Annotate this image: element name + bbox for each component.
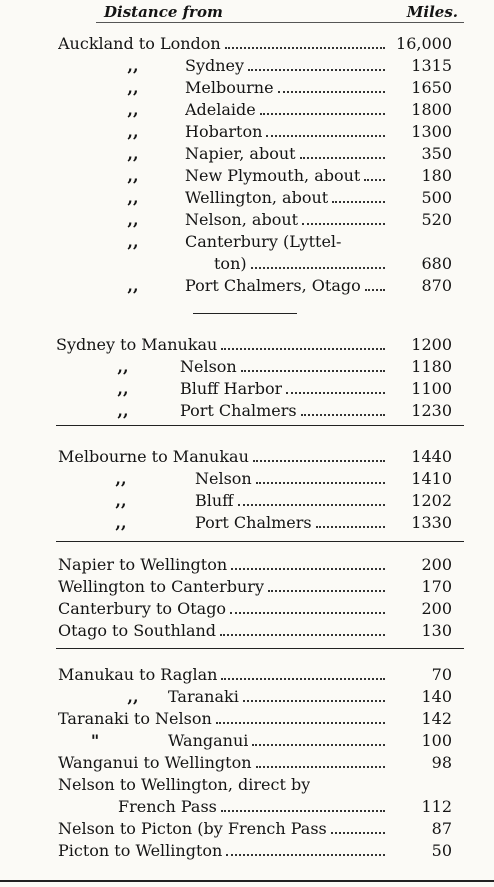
miles-value: 1230 xyxy=(411,401,452,420)
table-row xyxy=(0,490,494,512)
table-row xyxy=(0,400,494,422)
leader-dots xyxy=(252,744,385,746)
destination-label: Nelson to Wellington, direct by xyxy=(58,775,311,794)
miles-value: 200 xyxy=(421,599,452,618)
leader-dots xyxy=(238,504,385,506)
ditto-mark: ,, xyxy=(115,469,127,488)
destination-label: Port Chalmers, Otago xyxy=(185,276,361,295)
table-row xyxy=(0,275,494,297)
table-row xyxy=(0,55,494,77)
table-row xyxy=(0,165,494,187)
leader-dots xyxy=(268,590,385,592)
miles-value: 1200 xyxy=(411,335,452,354)
leader-dots xyxy=(256,482,385,484)
leader-dots xyxy=(300,157,385,159)
table-row xyxy=(0,446,494,468)
leader-dots xyxy=(221,810,385,812)
miles-value: 1180 xyxy=(411,357,452,376)
leader-dots xyxy=(301,414,385,416)
ditto-mark: ,, xyxy=(127,276,139,295)
leader-dots xyxy=(260,113,385,115)
destination-label: Nelson xyxy=(180,357,237,376)
table-row xyxy=(0,99,494,121)
table-row xyxy=(0,512,494,534)
miles-value: 98 xyxy=(431,753,452,772)
table-row xyxy=(0,796,494,818)
ditto-mark: ,, xyxy=(117,401,129,420)
destination-label: Bluff xyxy=(195,491,234,510)
table-row xyxy=(0,620,494,642)
miles-value: 180 xyxy=(421,166,452,185)
table-row xyxy=(0,209,494,231)
leader-dots xyxy=(365,289,385,291)
miles-value: 520 xyxy=(421,210,452,229)
miles-value: 1100 xyxy=(411,379,452,398)
ditto-mark: ,, xyxy=(117,379,129,398)
leader-dots xyxy=(256,766,385,768)
ditto-mark: ,, xyxy=(115,513,127,532)
header-distance-from: Distance from xyxy=(104,3,223,21)
miles-value: 1440 xyxy=(411,447,452,466)
leader-dots xyxy=(231,568,385,570)
destination-label: Wanganui xyxy=(168,731,249,750)
table-row xyxy=(0,664,494,686)
table-row xyxy=(0,33,494,55)
miles-value: 112 xyxy=(421,797,452,816)
table-row xyxy=(0,334,494,356)
miles-value: 130 xyxy=(421,621,452,640)
destination-label: Port Chalmers xyxy=(180,401,297,420)
table-row xyxy=(0,686,494,708)
header-miles: Miles. xyxy=(406,3,458,21)
miles-value: 170 xyxy=(421,577,452,596)
leader-dots xyxy=(331,832,385,834)
destination-label: Melbourne to Manukau xyxy=(58,447,249,466)
ditto-mark: ,, xyxy=(127,166,139,185)
miles-value: 1330 xyxy=(411,513,452,532)
leader-dots xyxy=(302,223,385,225)
ditto-mark: ,, xyxy=(127,687,139,706)
table-row xyxy=(0,598,494,620)
miles-value: 1315 xyxy=(411,56,452,75)
destination-label: Napier, about xyxy=(185,144,296,163)
leader-dots xyxy=(248,69,385,71)
destination-label: Manukau to Raglan xyxy=(58,665,218,684)
destination-label: Nelson to Picton (by French Pass xyxy=(58,819,327,838)
section-divider xyxy=(193,313,297,314)
destination-label: Taranaki xyxy=(168,687,239,706)
table-row xyxy=(0,77,494,99)
destination-label: Sydney to Manukau xyxy=(56,335,218,354)
leader-dots xyxy=(253,460,385,462)
destination-label: Nelson xyxy=(195,469,252,488)
ditto-mark: ,, xyxy=(117,357,129,376)
table-row xyxy=(0,253,494,275)
leader-dots xyxy=(251,267,385,269)
leader-dots xyxy=(221,348,385,350)
miles-value: 100 xyxy=(421,731,452,750)
destination-label: New Plymouth, about xyxy=(185,166,361,185)
table-row xyxy=(0,576,494,598)
destination-label: Wellington to Canterbury xyxy=(58,577,264,596)
leader-dots xyxy=(316,526,385,528)
table-row xyxy=(0,468,494,490)
destination-label: Auckland to London xyxy=(58,34,221,53)
destination-label: Canterbury to Otago xyxy=(58,599,227,618)
miles-value: 350 xyxy=(421,144,452,163)
destination-label: Nelson, about xyxy=(185,210,299,229)
ditto-mark: ,, xyxy=(127,100,139,119)
table-row xyxy=(0,356,494,378)
destination-label: Sydney xyxy=(185,56,245,75)
miles-value: 1202 xyxy=(411,491,452,510)
destination-label: Picton to Wellington xyxy=(58,841,223,860)
destination-label: Melbourne xyxy=(185,78,274,97)
ditto-mark: ,, xyxy=(127,232,139,251)
table-row xyxy=(0,752,494,774)
table-row xyxy=(0,730,494,752)
leader-dots xyxy=(221,678,385,680)
miles-value: 87 xyxy=(431,819,452,838)
section-divider xyxy=(56,648,464,649)
bottom-rule xyxy=(0,880,494,882)
header-rule xyxy=(96,22,464,23)
miles-value: 1800 xyxy=(411,100,452,119)
table-row xyxy=(0,554,494,576)
miles-value: 70 xyxy=(431,665,452,684)
table-row xyxy=(0,818,494,840)
table-row xyxy=(0,143,494,165)
destination-label: Bluff Harbor xyxy=(180,379,283,398)
leader-dots xyxy=(230,612,385,614)
miles-value: 500 xyxy=(421,188,452,207)
leader-dots xyxy=(364,179,385,181)
miles-value: 140 xyxy=(421,687,452,706)
table-row xyxy=(0,708,494,730)
destination-label: French Pass xyxy=(118,797,217,816)
ditto-mark: ,, xyxy=(127,56,139,75)
destination-label: Otago to Southland xyxy=(58,621,217,640)
table-row xyxy=(0,774,494,796)
destination-label: Hobarton xyxy=(185,122,263,141)
miles-value: 870 xyxy=(421,276,452,295)
miles-value: 142 xyxy=(421,709,452,728)
section-divider xyxy=(56,541,464,542)
destination-label: Wellington, about xyxy=(185,188,329,207)
table-row xyxy=(0,231,494,253)
leader-dots xyxy=(216,722,385,724)
leader-dots xyxy=(220,634,385,636)
leader-dots xyxy=(286,392,385,394)
destination-label: Napier to Wellington xyxy=(58,555,228,574)
miles-value: 1410 xyxy=(411,469,452,488)
ditto-mark: ,, xyxy=(127,210,139,229)
destination-label: Canterbury (Lyttel- xyxy=(185,232,342,251)
table-row xyxy=(0,121,494,143)
miles-value: 16,000 xyxy=(396,34,452,53)
leader-dots xyxy=(241,370,385,372)
section-divider xyxy=(56,425,464,426)
leader-dots xyxy=(278,91,385,93)
ditto-mark: " xyxy=(90,731,100,750)
miles-value: 200 xyxy=(421,555,452,574)
destination-label: Adelaide xyxy=(185,100,256,119)
ditto-mark: ,, xyxy=(127,78,139,97)
table-header xyxy=(0,2,494,24)
destination-label: Port Chalmers xyxy=(195,513,312,532)
table-row xyxy=(0,840,494,862)
leader-dots xyxy=(226,854,385,856)
miles-value: 680 xyxy=(421,254,452,273)
table-row xyxy=(0,187,494,209)
miles-value: 1650 xyxy=(411,78,452,97)
leader-dots xyxy=(266,135,385,137)
miles-value: 50 xyxy=(431,841,452,860)
table-row xyxy=(0,378,494,400)
leader-dots xyxy=(332,201,385,203)
destination-label: Wanganui to Wellington xyxy=(58,753,252,772)
ditto-mark: ,, xyxy=(115,491,127,510)
ditto-mark: ,, xyxy=(127,188,139,207)
miles-value: 1300 xyxy=(411,122,452,141)
destination-label: Taranaki to Nelson xyxy=(58,709,212,728)
leader-dots xyxy=(243,700,385,702)
ditto-mark: ,, xyxy=(127,122,139,141)
ditto-mark: ,, xyxy=(127,144,139,163)
destination-label: ton) xyxy=(214,254,247,273)
leader-dots xyxy=(225,47,385,49)
